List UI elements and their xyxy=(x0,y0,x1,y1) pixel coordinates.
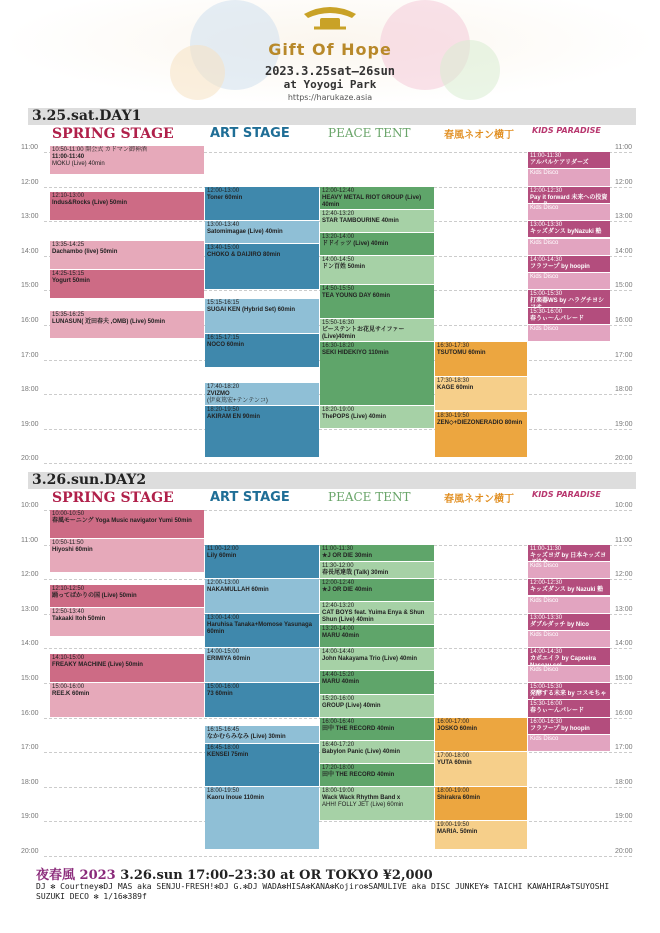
event-text: 11:00-11:40 xyxy=(52,154,85,161)
time-label-right: 17:00 xyxy=(615,744,633,752)
event-block[interactable] xyxy=(50,608,204,636)
event-text: Kids Disco xyxy=(530,735,559,742)
event-block[interactable] xyxy=(528,562,610,578)
event-block[interactable] xyxy=(50,510,204,538)
event-text: ERIMIYA 60min xyxy=(207,656,251,663)
time-label-left: 11:00 xyxy=(21,144,38,151)
time-label-right: 18:00 xyxy=(615,778,633,786)
event-text: 12:00-12:40 xyxy=(322,580,355,587)
event-block[interactable] xyxy=(205,648,319,682)
event-block[interactable] xyxy=(528,614,610,630)
event-text: 13:40-15:00 xyxy=(207,245,240,252)
event-text: KAGE 60min xyxy=(437,384,474,391)
event-block[interactable] xyxy=(528,239,610,255)
time-label-left: 18:00 xyxy=(21,778,39,786)
day-label: 3.25.sat.DAY1 xyxy=(32,108,142,124)
event-block[interactable] xyxy=(528,735,610,751)
event-block[interactable] xyxy=(320,648,434,670)
event-text: 13:00-13:40 xyxy=(207,222,240,229)
event-text: NAKAMULLAH 60min xyxy=(207,587,269,594)
time-label-left: 19:00 xyxy=(21,420,39,428)
event-block[interactable] xyxy=(320,562,434,578)
event-text: ★J OR DIE 30min xyxy=(322,552,373,559)
event-block[interactable] xyxy=(528,648,610,664)
stage-header: 春風ネオン横丁 xyxy=(444,130,514,141)
event-block[interactable] xyxy=(205,683,319,717)
time-label-right: 12:00 xyxy=(615,571,633,579)
event-block[interactable] xyxy=(528,221,610,237)
event-text: ドン百姓 50min xyxy=(322,263,366,270)
event-text: 15:35-16:25 xyxy=(52,311,85,318)
event-block[interactable] xyxy=(528,683,610,699)
hour-gridline xyxy=(44,429,632,430)
night-event-footer xyxy=(28,864,636,914)
event-text: 春風モーニング Yoga Music navigator Yumi 50min xyxy=(52,518,192,524)
event-block[interactable] xyxy=(528,204,610,220)
time-label-right: 11:00 xyxy=(615,144,632,151)
event-text: 12:00-13:00 xyxy=(207,580,240,587)
event-text: 14:00-15:00 xyxy=(207,649,240,656)
event-text: なかむらみなみ (Live) 30min xyxy=(207,734,286,741)
event-block[interactable] xyxy=(320,625,434,647)
night-event-lineup: DJ ✻ Courtney✻DJ MAS aka SENJU-FRESH!✻DJ G.✻DJ WADA✻HISA✻KANA✻Kojiro✻SAMULIVE aka DISC JUNKEY✻ TAICHI KAWAHIRA✻TSUYOSHI SUZUKI DECO ✻ 1/16✻389f xyxy=(36,882,610,901)
time-label-left: 12:00 xyxy=(21,178,39,186)
event-block[interactable] xyxy=(528,152,610,168)
event-block[interactable] xyxy=(50,683,204,717)
event-text: GROUP (Live) 40min xyxy=(322,702,381,709)
event-block[interactable] xyxy=(205,744,319,786)
event-block[interactable] xyxy=(205,221,319,243)
festival-title: Gift Of Hope xyxy=(268,40,392,59)
event-text: 15:30-16:00 xyxy=(530,308,563,315)
event-text: AKIRAM EN 90min xyxy=(207,413,261,420)
event-text: Hiyoshi 60min xyxy=(52,546,93,553)
time-label-right: 20:00 xyxy=(615,455,633,463)
event-text: 12:00-12:30 xyxy=(530,187,563,194)
event-text: CHOKO & DAIJIRO 80min xyxy=(207,252,281,259)
event-block[interactable] xyxy=(320,233,434,255)
festival-venue: at Yoyogi Park xyxy=(283,78,377,91)
event-block[interactable] xyxy=(528,700,610,716)
event-block[interactable] xyxy=(320,718,434,740)
event-block[interactable] xyxy=(320,187,434,209)
time-label-right: 19:00 xyxy=(615,813,633,821)
event-text: ダブルダッチ by Nico xyxy=(530,621,589,628)
event-block[interactable] xyxy=(205,545,319,579)
event-text: Kids Disco xyxy=(530,274,559,281)
event-text: MARIA. 50min xyxy=(437,829,478,836)
event-block[interactable] xyxy=(205,726,319,742)
event-block[interactable] xyxy=(205,406,319,457)
event-text: MARU 40min xyxy=(322,633,360,640)
stage-header: KIDS PARADISE xyxy=(532,490,601,499)
event-text: 17:40-18:20 xyxy=(207,383,240,390)
event-text: 18:00-19:50 xyxy=(207,787,240,794)
event-text: 春うぃ〜んパレード xyxy=(530,315,585,322)
event-block[interactable] xyxy=(435,787,527,821)
event-block[interactable] xyxy=(528,290,610,306)
event-text: Haruhisa Tanaka+Momose Yasunaga 60min xyxy=(207,621,312,635)
event-block[interactable] xyxy=(205,579,319,613)
event-block[interactable] xyxy=(205,383,319,405)
night-event-details: 3.26.sun 17:00–23:30 at OR TOKYO ¥2,000 xyxy=(120,868,433,883)
event-text: 11:30-12:00 xyxy=(322,562,354,569)
event-block[interactable] xyxy=(435,377,527,411)
time-label-right: 16:00 xyxy=(615,317,633,324)
event-text: STAR TAMBOURINE 40min xyxy=(322,217,399,224)
event-text: YUTA 60min xyxy=(437,760,472,767)
event-text: 14:00-14:50 xyxy=(322,256,355,263)
event-text: Kids Disco xyxy=(530,597,559,604)
event-text: Kids Disco xyxy=(530,562,559,569)
event-text: 12:00-13:00 xyxy=(207,187,240,194)
event-text: ピーステントお花見サイファー (Live)40min xyxy=(322,327,405,341)
event-text: 13:35-14:25 xyxy=(52,242,85,249)
time-label-left: 14:00 xyxy=(21,640,39,648)
day1-schedule xyxy=(0,108,660,470)
event-text: 15:00-15:30 xyxy=(530,291,563,298)
event-text: FREAKY MACHINE (Live) 50min xyxy=(52,662,143,669)
event-block[interactable] xyxy=(528,631,610,647)
event-text: KENSEI 75min xyxy=(207,751,249,758)
time-label-right: 13:00 xyxy=(615,213,633,221)
event-text: 10:50-11:00 開会式 カドマン御神酒 xyxy=(52,147,147,154)
event-block[interactable] xyxy=(528,187,610,203)
event-text: キッズヨガ by 日本キッズヨ xyxy=(530,552,607,559)
event-block[interactable] xyxy=(528,718,610,734)
stage-header: KIDS PARADISE xyxy=(532,126,601,135)
time-label-left: 14:00 xyxy=(21,247,39,255)
time-label-right: 11:00 xyxy=(615,536,632,544)
time-label-right: 14:00 xyxy=(615,247,633,255)
event-text: 春うぃ〜んパレード xyxy=(530,708,585,715)
event-block[interactable] xyxy=(435,342,527,376)
event-text: 12:40-13:20 xyxy=(322,210,355,217)
event-block[interactable] xyxy=(528,169,610,185)
event-block[interactable] xyxy=(528,308,610,324)
event-block[interactable] xyxy=(435,718,527,752)
event-text: 17:30-18:30 xyxy=(437,377,470,384)
event-text: 16:30-18:20 xyxy=(322,343,355,350)
event-block[interactable] xyxy=(528,325,610,341)
event-text: 田中 THE RECORD 40min xyxy=(322,725,395,732)
event-block[interactable] xyxy=(50,192,204,220)
event-text: フラフープ by hoopin xyxy=(530,263,590,270)
event-text: Satomimagae (Live) 40min xyxy=(207,229,283,236)
hour-gridline xyxy=(44,821,632,822)
time-label-right: 15:00 xyxy=(615,282,633,290)
event-block[interactable] xyxy=(320,406,434,428)
event-text: (伊東篤宏+テンテンコ) xyxy=(207,397,268,404)
event-block[interactable] xyxy=(320,602,434,624)
event-block[interactable] xyxy=(528,545,610,561)
time-label-right: 15:00 xyxy=(615,675,633,682)
event-text: ThePOPS (Live) 40min xyxy=(322,413,387,420)
event-block[interactable] xyxy=(205,299,319,333)
event-block[interactable] xyxy=(50,654,204,682)
event-text: Yogurt 50min xyxy=(52,278,90,285)
stage-header: PEACE TENT xyxy=(328,490,411,504)
event-text: 田中 THE RECORD 40min xyxy=(322,771,395,778)
time-label-left: 19:00 xyxy=(21,813,39,821)
event-block[interactable] xyxy=(50,270,204,298)
event-text: Shirakra 60min xyxy=(437,794,481,801)
time-label-right: 12:00 xyxy=(615,178,633,186)
event-text: 11:00-11:30 xyxy=(530,153,562,159)
event-text: カポエイラ by Capoeira xyxy=(530,656,597,663)
event-text: 12:50-13:40 xyxy=(52,609,85,616)
stage-header: PEACE TENT xyxy=(328,126,411,140)
event-block[interactable] xyxy=(320,579,434,601)
event-block[interactable] xyxy=(320,741,434,763)
event-text: JOSKO 60min xyxy=(437,725,478,732)
event-text: Kids Disco xyxy=(530,632,559,639)
event-block[interactable] xyxy=(205,244,319,289)
event-text: LUNASUN( 近田春夫 ,OMB) (Live) 50min xyxy=(52,318,166,325)
hour-gridline xyxy=(44,856,632,857)
event-text: 18:20-19:50 xyxy=(207,406,240,413)
event-text: 13:00-14:00 xyxy=(207,614,240,621)
time-label-left: 10:00 xyxy=(21,502,39,509)
event-block[interactable] xyxy=(50,311,204,339)
header xyxy=(0,0,660,105)
event-text: 14:00-14:30 xyxy=(530,256,563,263)
event-text: TSUTOMU 60min xyxy=(437,350,486,357)
event-block[interactable] xyxy=(320,695,434,717)
event-block[interactable] xyxy=(435,412,527,457)
stage-header: SPRING STAGE xyxy=(52,126,174,142)
night-event-title xyxy=(36,864,433,883)
event-text: 14:40-15:20 xyxy=(322,672,355,679)
event-text: ZEN◇+DIEZONERADIO 80min xyxy=(437,419,523,426)
event-text: MARU 40min xyxy=(322,679,360,686)
event-text: キッズダンス byNazuki 塾 xyxy=(530,229,602,236)
event-text: 11:00-11:30 xyxy=(322,545,354,552)
event-text: アルパルケアリダーズ xyxy=(530,160,589,166)
time-label-left: 16:00 xyxy=(21,317,39,324)
event-text: 16:00-16:30 xyxy=(530,718,563,725)
event-block[interactable] xyxy=(320,671,434,693)
event-text: 18:30-19:50 xyxy=(437,412,470,419)
event-text: Kids Disco xyxy=(530,170,559,177)
event-text: John Nakayama Trio (Live) 40min xyxy=(322,656,418,663)
event-block[interactable] xyxy=(320,342,434,404)
event-block[interactable] xyxy=(50,585,204,607)
event-text: 13:00-13:30 xyxy=(530,614,563,621)
event-text: Takaaki Itoh 50min xyxy=(52,616,106,623)
event-text: 14:10-15:00 xyxy=(52,655,85,662)
event-text: 16:45-18:00 xyxy=(207,744,240,751)
event-text: 16:00-16:40 xyxy=(322,718,355,725)
event-text: 15:30-16:00 xyxy=(530,701,563,708)
event-block[interactable] xyxy=(528,597,610,613)
event-text: 18:20-19:00 xyxy=(322,406,355,413)
event-block[interactable] xyxy=(205,787,319,849)
event-text: 16:40-17:20 xyxy=(322,741,355,748)
time-label-left: 17:00 xyxy=(21,744,39,752)
event-text: 16:30-17:30 xyxy=(437,343,470,350)
time-label-left: 11:00 xyxy=(21,536,38,544)
event-text: 16:15-17:15 xyxy=(207,334,240,341)
event-text: REE.K 60min xyxy=(52,691,90,697)
night-event-name: 夜春風 2023 xyxy=(36,868,116,883)
event-text: 14:00-14:30 xyxy=(530,649,563,656)
event-text: NOCO 60min xyxy=(207,341,245,348)
event-text: Pay it forward 未来への投資 xyxy=(530,194,608,201)
event-text: 19:00-19:50 xyxy=(437,822,470,829)
time-label-left: 16:00 xyxy=(21,709,39,717)
event-text: TEA YOUNG DAY 60min xyxy=(322,292,391,299)
day-label: 3.26.sun.DAY2 xyxy=(32,472,147,488)
event-text: 12:10-13:00 xyxy=(52,193,85,200)
event-text: 11:00-12:00 xyxy=(207,545,239,552)
event-text: ドドイッツ (Live) 40min xyxy=(322,240,389,247)
event-text: 春長尾達哉 (Talk) 30min xyxy=(322,569,389,576)
stage-header: ART STAGE xyxy=(210,490,290,505)
time-label-left: 15:00 xyxy=(21,675,39,682)
event-text: 10:00-10:50 xyxy=(52,511,85,517)
event-text: 15:20-16:00 xyxy=(322,695,355,702)
event-text: 10:50-11:50 xyxy=(52,539,84,546)
event-text: 73 60min xyxy=(207,691,233,697)
event-text: フラフープ by hoopin xyxy=(530,725,590,732)
event-block[interactable] xyxy=(320,545,434,561)
event-text: CAT BOYS feat. Yuima Enya & Shun Shun (Live) 40min xyxy=(322,610,425,624)
time-label-right: 16:00 xyxy=(615,709,633,717)
event-text: 14:50-15:50 xyxy=(322,285,355,292)
event-block[interactable] xyxy=(528,273,610,289)
event-text: Kids Disco xyxy=(530,666,559,673)
time-label-right: 10:00 xyxy=(615,502,633,509)
event-text: 打楽器WS by ハラグチヨシ xyxy=(530,298,605,305)
event-block[interactable] xyxy=(50,539,204,573)
event-block[interactable] xyxy=(320,764,434,786)
event-text: 15:50-16:30 xyxy=(322,320,355,327)
event-text: Kids Disco xyxy=(530,326,559,332)
stage-header: ART STAGE xyxy=(210,126,290,141)
event-text: 16:00-17:00 xyxy=(437,718,470,725)
time-label-right: 19:00 xyxy=(615,420,633,428)
event-text: 踊ってばかりの国 (Live) 50min xyxy=(52,592,137,599)
event-text: Lily 60min xyxy=(207,552,237,559)
event-text: Kids Disco xyxy=(530,204,559,211)
event-block[interactable] xyxy=(528,256,610,272)
event-text: 18:00-19:00 xyxy=(437,787,470,794)
event-text: 13:20-14:00 xyxy=(322,233,355,240)
event-text: 12:00-12:30 xyxy=(530,580,563,587)
event-text: ZVIZMO xyxy=(207,390,230,397)
event-text: 13:00-13:30 xyxy=(530,222,563,229)
time-label-left: 18:00 xyxy=(21,386,39,394)
event-block[interactable] xyxy=(320,256,434,284)
festival-dates: 2023.3.25sat–26sun xyxy=(264,64,396,78)
time-label-right: 18:00 xyxy=(615,386,633,394)
event-block[interactable] xyxy=(205,334,319,368)
event-block[interactable] xyxy=(205,614,319,648)
event-text: Babylon Panic (Live) 40min xyxy=(322,748,401,755)
event-block[interactable] xyxy=(320,319,434,341)
event-text: Kids Disco xyxy=(530,239,559,246)
event-block[interactable] xyxy=(320,210,434,232)
event-text: 12:10-12:50 xyxy=(52,585,85,592)
event-text: 14:00-14:40 xyxy=(322,649,355,656)
event-text: SUGAI KEN (Hybrid Set) 60min xyxy=(207,307,296,314)
event-text: 発酵する未来 by コスモちゃ xyxy=(530,691,607,697)
event-text: SEKI HIDEKIYO 110min xyxy=(322,350,389,357)
logo-icon xyxy=(300,4,360,32)
time-label-left: 12:00 xyxy=(21,571,39,579)
event-text: 12:40-13:20 xyxy=(322,603,355,610)
event-block[interactable] xyxy=(50,146,204,174)
time-label-right: 17:00 xyxy=(615,351,633,359)
hour-gridline xyxy=(44,463,632,464)
event-text: 17:20-18:00 xyxy=(322,764,355,771)
event-block[interactable] xyxy=(435,752,527,786)
time-label-right: 20:00 xyxy=(615,848,633,855)
event-text: Indus&Rocks (Live) 50min xyxy=(52,200,128,207)
event-text: 14:25-15:15 xyxy=(52,271,85,278)
event-text: AHH! FOLLY JET (Live) 60min xyxy=(322,801,404,808)
event-text: 15:15-16:15 xyxy=(207,300,240,307)
event-block[interactable] xyxy=(320,285,434,319)
time-label-left: 20:00 xyxy=(21,848,39,855)
stage-header: 春風ネオン横丁 xyxy=(444,494,514,505)
event-text: Kaoru Inoue 110min xyxy=(207,794,265,801)
event-text: 16:15-16:45 xyxy=(207,727,240,734)
event-text: 15:00-16:00 xyxy=(52,684,85,690)
time-label-left: 13:00 xyxy=(21,213,39,221)
event-text: キッズダンス by Nazuki 塾 xyxy=(530,587,604,594)
event-text: 15:00-16:00 xyxy=(207,684,240,690)
time-label-left: 13:00 xyxy=(21,605,39,613)
event-text: Toner 60min xyxy=(207,194,243,201)
event-text: 11:00-11:30 xyxy=(530,545,562,552)
event-text: HEAVY METAL RIOT GROUP (Live) 40min xyxy=(322,194,422,208)
event-block[interactable] xyxy=(528,579,610,595)
event-text: 17:00-18:00 xyxy=(437,753,470,760)
event-text: ★J OR DIE 40min xyxy=(322,587,373,594)
time-label-right: 13:00 xyxy=(615,605,633,613)
event-text: 12:00-12:40 xyxy=(322,187,355,194)
event-text: 13:20-14:00 xyxy=(322,626,355,633)
event-block[interactable] xyxy=(435,821,527,849)
festival-url[interactable]: https://harukaze.asia xyxy=(287,93,373,102)
stage-header: SPRING STAGE xyxy=(52,490,174,506)
event-text: 15:00-15:30 xyxy=(530,684,563,690)
time-label-left: 15:00 xyxy=(21,282,39,290)
event-text: MOKU (Live) 40min xyxy=(52,161,105,168)
day2-schedule xyxy=(0,472,660,862)
time-label-right: 14:00 xyxy=(615,640,633,648)
event-text: Dachambo (live) 50min xyxy=(52,249,118,256)
event-text: Wack Wack Rhythm Band x xyxy=(322,794,401,801)
event-block[interactable] xyxy=(205,187,319,221)
event-block[interactable] xyxy=(50,241,204,269)
event-text: 18:00-19:00 xyxy=(322,787,355,794)
event-block[interactable] xyxy=(320,787,434,821)
event-block[interactable] xyxy=(528,666,610,682)
time-label-left: 17:00 xyxy=(21,351,39,359)
time-label-left: 20:00 xyxy=(21,455,39,463)
